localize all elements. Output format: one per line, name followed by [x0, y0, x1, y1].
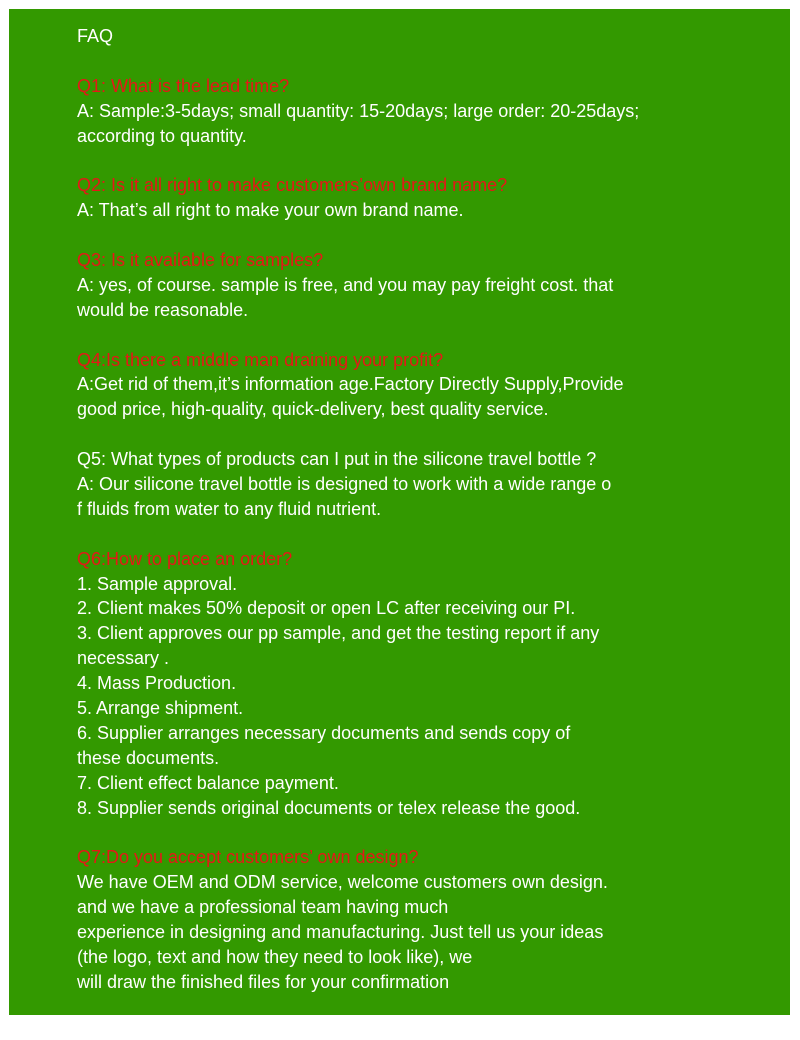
q6-step: 1. Sample approval. [77, 573, 238, 594]
spacer [77, 223, 777, 248]
q6-question: Q6:How to place an order? [77, 548, 293, 569]
q6-step: 8. Supplier sends original documents or telex release the good. [77, 797, 581, 818]
q5-answer-line: A: Our silicone travel bottle is designed to work with a wide range o [77, 474, 612, 495]
q6-step: 7. Client effect balance payment. [77, 772, 339, 793]
faq-title: FAQ [77, 26, 114, 46]
q5-answer-line: f fluids from water to any fluid nutrient. [77, 498, 382, 519]
spacer [77, 522, 777, 547]
q7-answer-line: and we have a professional team having much [77, 897, 449, 918]
q4-answer-line: A:Get rid of them,it’s information age.Factory Directly Supply,Provide [77, 374, 624, 395]
q6-step: 4. Mass Production. [77, 673, 237, 694]
spacer [77, 323, 777, 348]
q6-step: necessary . [77, 648, 170, 669]
faq-content [77, 24, 777, 995]
faq-panel [9, 9, 790, 1015]
q6-step: 2. Client makes 50% deposit or open LC after receiving our PI. [77, 598, 576, 619]
q6-step: 5. Arrange shipment. [77, 698, 244, 719]
q6-step: 3. Client approves our pp sample, and get the testing report if any [77, 623, 600, 644]
q1-answer-line: A: Sample:3-5days; small quantity: 15-20days; large order: 20-25days; [77, 100, 640, 121]
q6-step: these documents. [77, 747, 220, 768]
q7-answer-line: experience in designing and manufacturing. Just tell us your ideas [77, 922, 604, 943]
q5-question: Q5: What types of products can I put in the silicone travel bottle ? [77, 449, 597, 470]
q7-answer-line: We have OEM and ODM service, welcome customers own design. [77, 872, 608, 893]
q2-answer-line: A: That’s all right to make your own brand name. [77, 200, 464, 221]
q2-question: Q2: Is it all right to make customers’own brand name? [77, 175, 508, 196]
q7-answer-line: will draw the finished files for your confirmation [77, 971, 450, 992]
spacer [77, 49, 777, 74]
q3-answer-line: would be reasonable. [77, 299, 249, 320]
q1-question: Q1: What is the lead time? [77, 75, 290, 96]
q3-answer-line: A: yes, of course. sample is free, and you may pay freight cost. that [77, 274, 614, 295]
spacer [77, 821, 777, 846]
spacer [77, 148, 777, 173]
q7-answer-line: (the logo, text and how they need to look like), we [77, 946, 473, 967]
q3-question: Q3: Is it available for samples? [77, 250, 324, 271]
q4-answer-line: good price, high-quality, quick-delivery, best quality service. [77, 399, 549, 420]
q1-answer-line: according to quantity. [77, 125, 247, 146]
spacer [77, 422, 777, 447]
q4-question: Q4:Is there a middle man draining your profit? [77, 349, 444, 370]
q6-step: 6. Supplier arranges necessary documents and sends copy of [77, 722, 571, 743]
q7-question: Q7:Do you accept customers’ own design? [77, 847, 419, 868]
